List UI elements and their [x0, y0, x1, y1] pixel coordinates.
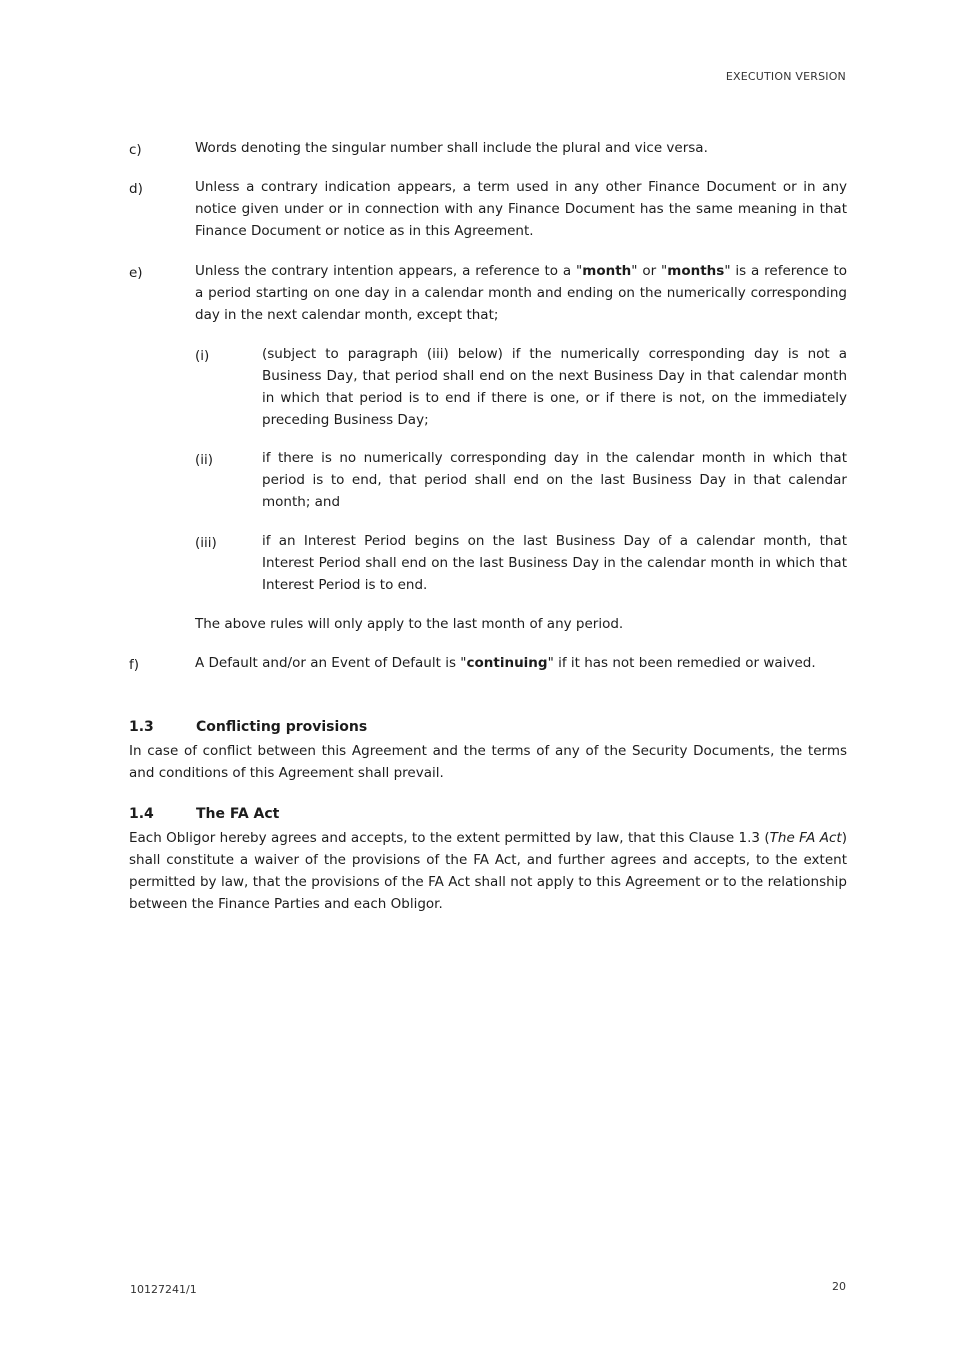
- page-number: 20: [832, 1280, 846, 1293]
- section-1-4-title: The FA Act: [196, 806, 280, 822]
- clause-c-text: Words denoting the singular number shall include the plural and vice versa.: [195, 140, 708, 156]
- clause-e-iii-label: (iii): [195, 535, 217, 551]
- document-reference: 10127241/1: [130, 1283, 197, 1296]
- clause-e-i: [129, 343, 847, 431]
- clause-c-label: c): [129, 142, 142, 158]
- clause-e-i-label: (i): [195, 348, 210, 364]
- clause-e-ii: [129, 447, 847, 513]
- clause-e: [129, 260, 847, 326]
- section-1-3-body: In case of conflict between this Agreement and the terms of any of the Security Documents, the terms and conditions of this Agreement shall prevail.: [129, 743, 847, 781]
- section-1-3-title: Conflicting provisions: [196, 719, 368, 735]
- clause-d-label: d): [129, 181, 143, 197]
- clause-e-ii-text: if there is no numerically corresponding day in the calendar month in which that period is to end, that period shall end on the last Business Day in that calendar month; and: [262, 450, 847, 510]
- clause-e-closing: The above rules will only apply to the last month of any period.: [195, 616, 624, 632]
- section-1-4-body: Each Obligor hereby agrees and accepts, to the extent permitted by law, that this Clause 1.3 (The FA Act) shall constitute a waiver of the provisions of the FA Act, and further agrees and accepts, to the extent permitted by law, that the provisions of the FA Act shall not apply to this Agreement or to the relationship between the Finance Parties and each Obligor.: [129, 830, 847, 912]
- clause-e-text: Unless the contrary intention appears, a reference to a "month" or "months" is a reference to a period starting on one day in a calendar month and ending on the numerically corresponding day in the next calendar month, except that;: [195, 263, 848, 323]
- clause-f: [129, 652, 847, 696]
- clause-e-iii: [129, 530, 847, 596]
- clause-f-label: f): [129, 657, 140, 673]
- clause-d: [129, 176, 847, 242]
- execution-version-label: EXECUTION VERSION: [725, 70, 846, 83]
- clause-e-i-text: (subject to paragraph (iii) below) if the numerically corresponding day is not a Business Day, that period shall end on the next Business Day in that calendar month in which that period is to end if there is one, or if there is not, on the immediately preceding Business Day;: [262, 346, 847, 428]
- term-continuing: continuing: [466, 655, 548, 671]
- clause-c: [129, 137, 847, 159]
- term-months: months: [667, 263, 725, 279]
- clause-d-text: Unless a contrary indication appears, a term used in any other Finance Document or in any notice given under or in connection with any Finance Document has the same meaning in that Finance Document or notice as in this Agreement.: [195, 179, 847, 239]
- section-1-3-number: 1.3: [129, 719, 154, 735]
- clause-reference: The FA Act: [769, 830, 842, 846]
- clause-e-ii-label: (ii): [195, 452, 214, 468]
- term-month: month: [582, 263, 632, 279]
- clause-f-text: A Default and/or an Event of Default is "continuing" if it has not been remedied or waived.: [195, 655, 816, 671]
- section-1-4-number: 1.4: [129, 806, 154, 822]
- clause-e-iii-text: if an Interest Period begins on the last Business Day of a calendar month, that Interest Period shall end on the last Business Day in the calendar month in which that Interest Period is to end.: [262, 533, 847, 593]
- clause-e-label: e): [129, 265, 143, 281]
